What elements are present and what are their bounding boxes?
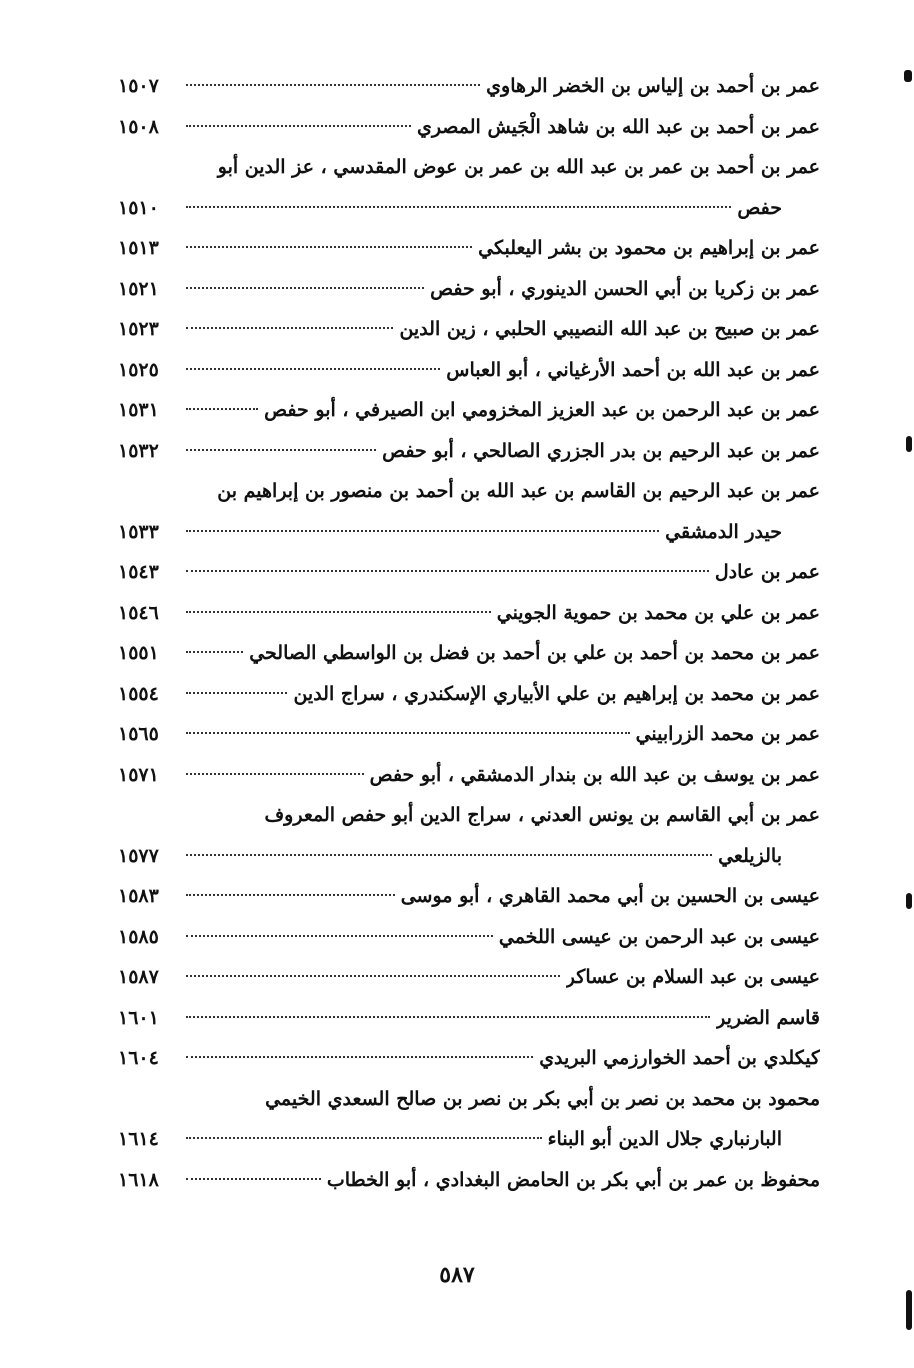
index-entry: [118, 309, 820, 350]
entry-page-number: ١٥١٠: [118, 196, 159, 219]
entry-row: [118, 390, 820, 431]
index-entry: [118, 390, 820, 431]
dot-leader: [186, 327, 393, 329]
index-entry: [118, 1079, 820, 1160]
entry-page-number: ١٥٢٥: [118, 358, 159, 381]
entry-name: عمر بن عادل: [714, 561, 820, 583]
index-entry: [118, 755, 820, 796]
dot-leader: [186, 692, 287, 694]
dot-leader: [186, 854, 712, 856]
margin-mark: [906, 893, 912, 909]
index-entry: [118, 593, 820, 634]
entry-name: عمر بن محمد بن إبراهيم بن علي الأبياري الإسكندري ، سراج الدين: [293, 682, 820, 705]
dot-leader: [186, 530, 659, 532]
entry-name: عمر بن زكريا بن أبي الحسن الدينوري ، أبو حفص: [430, 277, 820, 300]
margin-mark: [906, 436, 912, 452]
entry-name: حفص: [737, 196, 782, 219]
entry-page-number: ١٥٨٣: [118, 885, 159, 907]
entry-row: [118, 512, 820, 553]
entry-page-number: ١٦٠١: [118, 1006, 159, 1029]
entry-name-line: محمود بن محمد بن نصر بن أبي بكر بن نصر بن صالح السعدي الخيمي: [265, 1087, 820, 1110]
entry-page-number: ١٥٢٣: [118, 318, 159, 340]
dot-leader: [186, 1137, 542, 1139]
entry-page-number: ١٥٠٧: [118, 75, 159, 97]
entry-name: عمر بن أحمد بن إلياس بن الخضر الرهاوي: [486, 75, 820, 97]
entry-name: عمر بن صبيح بن عبد الله النصيبي الحلبي ، زين الدين: [399, 318, 820, 340]
dot-leader: [186, 975, 560, 977]
entry-page-number: ١٥١٣: [118, 237, 159, 259]
entry-name-line: عمر بن عبد الرحيم بن القاسم بن عبد الله بن أحمد بن منصور بن إبراهيم بن: [217, 480, 820, 502]
index-entry: [118, 876, 820, 917]
dot-leader: [186, 125, 411, 127]
entry-name: عمر بن عبد الرحيم بن بدر الجزري الصالحي ، أبو حفص: [382, 439, 820, 462]
dot-leader: [186, 1178, 321, 1180]
entry-name-line: عمر بن أحمد بن عمر بن عبد الله بن عمر بن عوض المقدسي ، عز الدين أبو: [217, 156, 820, 178]
dot-leader: [186, 1056, 533, 1058]
entry-page-number: ١٦١٨: [118, 1168, 159, 1191]
dot-leader: [186, 1016, 710, 1018]
index-entry: [118, 431, 820, 472]
entry-name: عمر بن أحمد بن عبد الله بن شاهد الْجَيش المصري: [416, 115, 820, 138]
entry-row: [118, 755, 820, 796]
entry-name: كيكلدي بن أحمد الخوارزمي البريدي: [539, 1047, 820, 1069]
entry-row: [118, 107, 820, 148]
index-entry: [118, 228, 820, 269]
dot-leader: [186, 368, 440, 370]
dot-leader: [186, 894, 395, 896]
index-entry: [118, 350, 820, 391]
dot-leader: [186, 449, 376, 451]
index-entry: [118, 269, 820, 310]
dot-leader: [186, 773, 364, 775]
page-number: ٥٨٧: [439, 1262, 475, 1288]
entry-row: [118, 431, 820, 472]
index-entry: [118, 714, 820, 755]
margin-mark: [906, 1290, 912, 1330]
entry-name: حيدر الدمشقي: [665, 520, 782, 543]
entry-page-number: ١٥٨٥: [118, 925, 159, 948]
entry-name: عمر بن إبراهيم بن محمود بن بشر اليعلبكي: [478, 237, 820, 259]
entry-page-number: ١٥٥١: [118, 642, 159, 664]
entry-row: [118, 998, 820, 1039]
entry-row: [118, 714, 820, 755]
index-entry: [118, 552, 820, 593]
dot-leader: [186, 935, 493, 937]
entry-name: بالزيلعي: [718, 844, 782, 867]
entry-row: [118, 633, 820, 674]
index-entry: [118, 633, 820, 674]
index-entry: [118, 674, 820, 715]
dot-leader: [186, 246, 472, 248]
entry-name: محفوظ بن عمر بن أبي بكر بن الحامض البغدادي ، أبو الخطاب: [326, 1168, 820, 1191]
entry-page-number: ١٥٠٨: [118, 115, 159, 138]
entry-page-number: ١٦١٤: [118, 1128, 159, 1150]
entry-row: [118, 957, 820, 998]
entry-name-line: عمر بن أبي القاسم بن يونس العدني ، سراج الدين أبو حفص المعروف: [264, 804, 820, 826]
index-entry: [118, 1038, 820, 1079]
index-entry: [118, 917, 820, 958]
entry-name: عمر بن عبد الرحمن بن عبد العزيز المخزومي ابن الصيرفي ، أبو حفص: [264, 399, 820, 421]
entry-row: [118, 1160, 820, 1201]
dot-leader: [186, 287, 424, 289]
entry-name: عمر بن يوسف بن عبد الله بن بندار الدمشقي ، أبو حفص: [369, 763, 820, 786]
entry-page-number: ١٥٢١: [118, 277, 159, 300]
entry-page-number: ١٥٧١: [118, 763, 159, 786]
entry-row: [118, 836, 820, 877]
entry-row: [118, 269, 820, 310]
margin-mark: [904, 70, 912, 82]
index-entry: [118, 795, 820, 876]
index-entry: [118, 1160, 820, 1201]
entry-name: عيسى بن الحسين بن أبي محمد القاهري ، أبو موسى: [400, 885, 820, 907]
dot-leader: [186, 732, 630, 734]
entry-page-number: ١٥٥٤: [118, 682, 159, 705]
entry-row: [118, 66, 820, 107]
entry-row: [118, 552, 820, 593]
dot-leader: [186, 84, 480, 86]
index-entry: [118, 957, 820, 998]
entry-row: [118, 228, 820, 269]
dot-leader: [186, 651, 243, 653]
entry-page-number: ١٥٤٣: [118, 561, 159, 583]
index-entry: [118, 998, 820, 1039]
entry-row: [118, 1119, 820, 1160]
index-entry: [118, 66, 820, 107]
entry-row: [118, 917, 820, 958]
entry-page-number: ١٥٣٣: [118, 520, 159, 543]
entry-name: قاسم الضرير: [716, 1006, 820, 1029]
entry-row: [118, 593, 820, 634]
entry-name: عمر بن علي بن محمد بن حموية الجويني: [496, 601, 820, 624]
index-entry: [118, 471, 820, 552]
index-entry: [118, 107, 820, 148]
entry-name: عمر بن محمد بن أحمد بن علي بن أحمد بن فضل بن الواسطي الصالحي: [249, 642, 820, 664]
index-list: [118, 66, 820, 1200]
dot-leader: [186, 611, 491, 613]
entry-page-number: ١٥٤٦: [118, 601, 159, 624]
index-entry: [118, 147, 820, 228]
entry-name: عمر بن محمد الزرابيني: [635, 723, 820, 745]
entry-page-number: ١٦٠٤: [118, 1047, 159, 1069]
entry-name: عيسى بن عبد الرحمن بن عيسى اللخمي: [498, 925, 820, 948]
entry-name: عيسى بن عبد السلام بن عساكر: [565, 966, 820, 988]
dot-leader: [186, 408, 258, 410]
entry-name: البارنباري جلال الدين أبو البناء: [547, 1128, 782, 1150]
entry-row: [118, 188, 820, 229]
entry-name: عمر بن عبد الله بن أحمد الأرغياني ، أبو العباس: [446, 358, 820, 381]
entry-page-number: ١٥٦٥: [118, 723, 159, 745]
entry-page-number: ١٥٣١: [118, 399, 159, 421]
dot-leader: [186, 570, 709, 572]
entry-page-number: ١٥٧٧: [118, 844, 159, 867]
entry-page-number: ١٥٨٧: [118, 966, 159, 988]
entry-row: [118, 674, 820, 715]
entry-page-number: ١٥٣٢: [118, 439, 159, 462]
dot-leader: [186, 206, 731, 208]
entry-row: [118, 350, 820, 391]
entry-row: [118, 1038, 820, 1079]
entry-row: [118, 876, 820, 917]
entry-row: [118, 309, 820, 350]
